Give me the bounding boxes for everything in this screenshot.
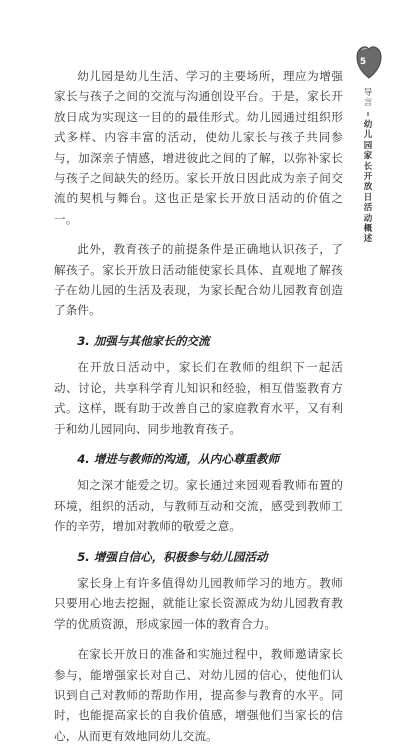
paragraph-5: 家长身上有许多值得幼儿园教师学习的地方。教师只要用心地去挖掘，就能让家长资源成为幼儿园教育教学的优质资源，形成家园一体的教育合力。 [54, 575, 343, 631]
section-heading-3: 3. 加强与其他家长的交流 [77, 333, 210, 348]
paragraph-4: 知之深才能爱之切。家长通过来园观看教师布置的环境，组织的活动，与教师互动和交流，感受到教师工作的辛劳，增加对教师的敬爱之意。 [54, 478, 343, 534]
page-body [54, 66, 343, 756]
section-heading-4: 4. 增进与教师的沟通，从内心尊重教师 [77, 451, 280, 466]
paragraph-2: 此外，教育孩子的前提条件是正确地认识孩子，了解孩子。家长开放日活动能使家长具体、直观地了解孩子在幼儿园的生活及表现，为家长配合幼儿园教育创造了条件。 [54, 242, 343, 318]
tab-divider [367, 112, 369, 116]
paragraph-3: 在开放日活动中，家长们在教师的组织下一起活动、讨论，共享科学育儿知识和经验，相互借鉴教育方式。这样，既有助于改善自己的家庭教育水平，又有利于和幼儿园同向、同步地教育孩子。 [54, 360, 343, 436]
side-tab [350, 44, 400, 245]
section-heading-5: 5. 增强自信心，积极参与幼儿园活动 [77, 549, 268, 564]
paragraph-6: 在家长开放日的准备和实施过程中，教师邀请家长参与，能增强家长对自己、对幼儿园的信心，使他们认识到自己对教师的帮助作用，提高参与教育的水平。同时，也能提高家长的自我价值感，增强他们当家长的信心，从而更有效地同幼儿交流。 [54, 647, 343, 743]
chapter-label: 导言 [363, 88, 373, 108]
page-number: 5 [359, 57, 367, 67]
paragraph-1: 幼儿园是幼儿生活、学习的主要场所，理应为增强家长与孩子之间的交流与沟通创设平台。于是，家长开放日成为实现这一目的的最佳形式。幼儿园通过组织形式多样、内容丰富的活动，使幼儿家长与孩子共同参与，加深亲子情感，增进彼此之间的了解，以弥补家长与孩子之间缺失的经历。家长开放日因此成为亲子间交流的契机与舞台。这也正是家长开放日活动的价值之一。 [54, 69, 343, 226]
chapter-title: 幼儿园家长开放日活动概述 [363, 120, 373, 245]
